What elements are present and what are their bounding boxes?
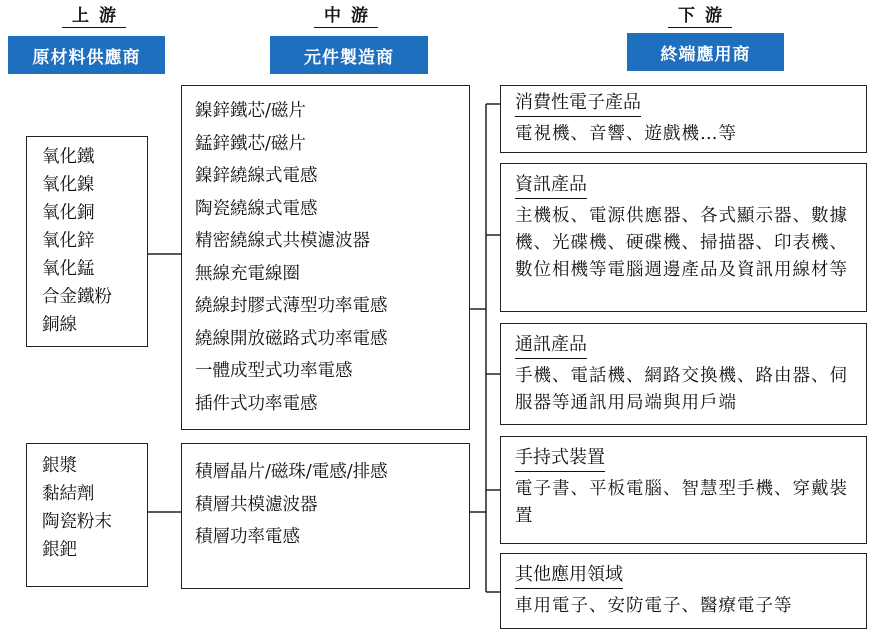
list-item: 陶瓷繞線式電感 — [195, 198, 318, 219]
list-item: 積層功率電感 — [195, 527, 300, 547]
downstream-title: 消費性電子產品 — [515, 91, 641, 117]
downstream-desc: 主機板、電源供應器、各式顯示器、數據機、光碟機、硬碟機、掃描器、印表機、數位相機等電腦週邊產品及資訊用線材等 — [515, 206, 848, 280]
midstream-header: 元件製造商 — [270, 36, 428, 74]
downstream-header: 終端應用商 — [627, 33, 784, 71]
downstream-box-communication-products — [500, 323, 867, 425]
upstream-box-2 — [26, 443, 148, 587]
midstream-box-2 — [181, 443, 470, 589]
downstream-desc: 電視機、音響、遊戲機…等 — [515, 124, 737, 144]
list-item: 氧化錳 — [42, 259, 95, 279]
list-item: 氧化銅 — [42, 203, 95, 223]
downstream-title: 其他應用領域 — [515, 563, 623, 589]
downstream-desc: 電子書、平板電腦、智慧型手機、穿戴裝置 — [515, 479, 848, 526]
list-item: 氧化鎳 — [42, 175, 95, 195]
downstream-box-consumer-electronics — [500, 85, 867, 153]
downstream-title: 資訊產品 — [515, 173, 587, 199]
list-item: 銀漿 — [42, 456, 77, 476]
list-item: 鎳鋅繞線式電感 — [195, 166, 318, 186]
list-item: 黏結劑 — [42, 484, 95, 504]
downstream-stage-label: 下游 — [668, 6, 732, 28]
downstream-desc: 車用電子、安防電子、醫療電子等 — [515, 596, 793, 616]
downstream-box-information-products — [500, 163, 867, 312]
list-item: 氧化鋅 — [42, 231, 95, 251]
list-item: 銅線 — [42, 315, 77, 335]
list-item: 一體成型式功率電感 — [195, 361, 353, 381]
upstream-box-1 — [26, 136, 148, 347]
list-item: 繞線封膠式薄型功率電感 — [195, 296, 388, 316]
midstream-box-1 — [181, 85, 470, 430]
list-item: 鎳鋅鐵芯/磁片 — [195, 101, 306, 121]
list-item: 積層晶片/磁珠/電感/排感 — [195, 462, 388, 482]
list-item: 無線充電線圈 — [195, 263, 300, 284]
list-item: 銀鈀 — [42, 540, 77, 560]
list-item: 繞線開放磁路式功率電感 — [195, 328, 388, 349]
list-item: 氧化鐵 — [42, 147, 95, 167]
list-item: 陶瓷粉末 — [42, 512, 112, 532]
downstream-title: 通訊產品 — [515, 333, 587, 359]
upstream-stage-label: 上游 — [62, 6, 126, 28]
downstream-box-handheld-devices — [500, 436, 867, 544]
list-item: 精密繞線式共模濾波器 — [195, 231, 370, 251]
list-item: 錳鋅鐵芯/磁片 — [195, 133, 306, 154]
downstream-box-other-applications — [500, 553, 867, 629]
list-item: 插件式功率電感 — [195, 393, 318, 414]
upstream-header: 原材料供應商 — [8, 36, 165, 74]
downstream-desc: 手機、電話機、網路交換機、路由器、伺服器等通訊用局端與用戶端 — [515, 366, 848, 413]
midstream-stage-label: 中游 — [314, 6, 378, 28]
list-item: 合金鐵粉 — [42, 287, 112, 307]
list-item: 積層共模濾波器 — [195, 494, 318, 515]
downstream-title: 手持式裝置 — [515, 446, 605, 472]
